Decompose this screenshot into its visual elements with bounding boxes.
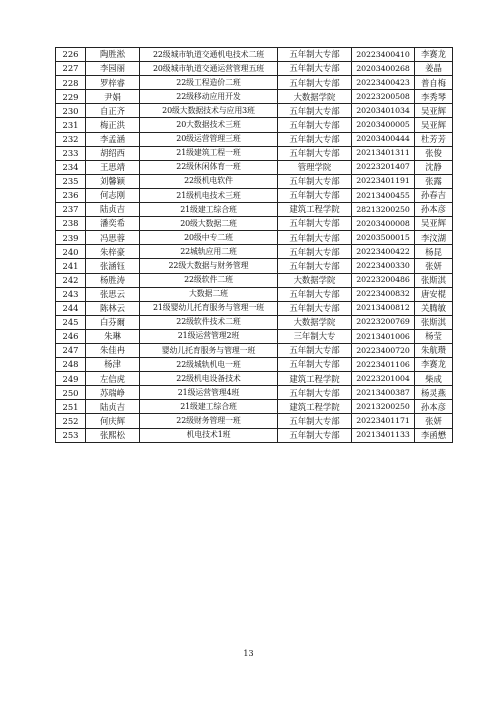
teacher-name-cell: 朱航瓒 <box>415 343 453 357</box>
department-cell: 建筑工程学院 <box>278 400 352 414</box>
class-name-cell: 22级大数据与财务管理 <box>140 259 278 273</box>
table-row <box>56 287 453 301</box>
teacher-name-cell: 柴成 <box>415 372 453 386</box>
student-id-cell: 20223400720 <box>352 343 415 357</box>
table-row <box>56 273 453 287</box>
table-row <box>56 315 453 329</box>
row-index-cell: 240 <box>56 245 86 259</box>
student-id-cell: 20223400410 <box>352 48 415 62</box>
table-row <box>56 62 453 76</box>
row-index-cell: 232 <box>56 132 86 146</box>
department-cell: 大数据学院 <box>278 90 352 104</box>
student-id-cell: 20213401133 <box>352 428 415 442</box>
class-name-cell: 机电技术1班 <box>140 428 278 442</box>
student-id-cell: 20223200486 <box>352 273 415 287</box>
table-row <box>56 329 453 343</box>
class-name-cell: 21级建筑工程一班 <box>140 146 278 160</box>
teacher-name-cell: 沈静 <box>415 160 453 174</box>
student-name-cell: 张思云 <box>86 287 140 301</box>
department-cell: 建筑工程学院 <box>278 203 352 217</box>
class-name-cell: 22级软件技术二班 <box>140 315 278 329</box>
student-name-cell: 朱琳 <box>86 329 140 343</box>
department-cell: 五年制大专部 <box>278 231 352 245</box>
class-name-cell: 21级婴幼儿托育服务与管理一班 <box>140 301 278 315</box>
student-name-cell: 王思靖 <box>86 160 140 174</box>
student-id-cell: 20213400387 <box>352 386 415 400</box>
roster-body <box>56 48 453 443</box>
teacher-name-cell: 关腾敏 <box>415 301 453 315</box>
department-cell: 五年制大专部 <box>278 62 352 76</box>
student-name-cell: 白芬爾 <box>86 315 140 329</box>
class-name-cell: 20级中专二班 <box>140 231 278 245</box>
department-cell: 五年制大专部 <box>278 188 352 202</box>
student-name-cell: 杨津 <box>86 358 140 372</box>
row-index-cell: 226 <box>56 48 86 62</box>
row-index-cell: 244 <box>56 301 86 315</box>
table-row <box>56 160 453 174</box>
department-cell: 五年制大专部 <box>278 287 352 301</box>
department-cell: 五年制大专部 <box>278 386 352 400</box>
student-id-cell: 20213401311 <box>352 146 415 160</box>
student-id-cell: 20223401106 <box>352 358 415 372</box>
student-id-cell: 20203500015 <box>352 231 415 245</box>
department-cell: 五年制大专部 <box>278 428 352 442</box>
row-index-cell: 236 <box>56 188 86 202</box>
student-name-cell: 李园丽 <box>86 62 140 76</box>
table-row <box>56 245 453 259</box>
class-name-cell: 21级运营管理2班 <box>140 329 278 343</box>
table-row <box>56 428 453 442</box>
department-cell: 五年制大专部 <box>278 343 352 357</box>
department-cell: 五年制大专部 <box>278 245 352 259</box>
table-row <box>56 188 453 202</box>
student-name-cell: 张涵钰 <box>86 259 140 273</box>
teacher-name-cell: 李赛龙 <box>415 358 453 372</box>
table-row <box>56 118 453 132</box>
teacher-name-cell: 张妍 <box>415 414 453 428</box>
teacher-name-cell: 孙春吉 <box>415 188 453 202</box>
class-name-cell: 22级机电设备技术 <box>140 372 278 386</box>
department-cell: 五年制大专部 <box>278 48 352 62</box>
class-name-cell: 21级机电技术三班 <box>140 188 278 202</box>
row-index-cell: 252 <box>56 414 86 428</box>
student-name-cell: 尹娟 <box>86 90 140 104</box>
teacher-name-cell: 李函懋 <box>415 428 453 442</box>
teacher-name-cell: 杨灵燕 <box>415 386 453 400</box>
student-name-cell: 杨胜涛 <box>86 273 140 287</box>
student-name-cell: 陆贞吉 <box>86 400 140 414</box>
student-id-cell: 20203400008 <box>352 217 415 231</box>
student-name-cell: 陆贞吉 <box>86 203 140 217</box>
department-cell: 大数据学院 <box>278 315 352 329</box>
teacher-name-cell: 吴亚辉 <box>415 217 453 231</box>
table-row <box>56 132 453 146</box>
row-index-cell: 233 <box>56 146 86 160</box>
student-name-cell: 何庆辉 <box>86 414 140 428</box>
department-cell: 五年制大专部 <box>278 301 352 315</box>
teacher-name-cell: 张俊 <box>415 146 453 160</box>
student-roster-table <box>55 47 453 443</box>
student-name-cell: 李孟涵 <box>86 132 140 146</box>
department-cell: 五年制大专部 <box>278 104 352 118</box>
student-id-cell: 20223401191 <box>352 174 415 188</box>
row-index-cell: 245 <box>56 315 86 329</box>
teacher-name-cell: 李汶湖 <box>415 231 453 245</box>
student-id-cell: 20213401006 <box>352 329 415 343</box>
student-id-cell: 20213200250 <box>352 400 415 414</box>
student-name-cell: 冯思蓉 <box>86 231 140 245</box>
teacher-name-cell: 杨莹 <box>415 329 453 343</box>
table-row <box>56 76 453 90</box>
class-name-cell: 22级城市轨道交通机电技术二班 <box>140 48 278 62</box>
class-name-cell: 22级财务管理一班 <box>140 414 278 428</box>
teacher-name-cell: 张妍 <box>415 259 453 273</box>
row-index-cell: 230 <box>56 104 86 118</box>
class-name-cell: 大数据二班 <box>140 287 278 301</box>
student-id-cell: 20223400832 <box>352 287 415 301</box>
student-name-cell: 何志刚 <box>86 188 140 202</box>
student-id-cell: 20203401034 <box>352 104 415 118</box>
student-name-cell: 朱佳冉 <box>86 343 140 357</box>
row-index-cell: 227 <box>56 62 86 76</box>
department-cell: 五年制大专部 <box>278 132 352 146</box>
class-name-cell: 20级城市轨道交通运营管理五班 <box>140 62 278 76</box>
teacher-name-cell: 吴亚辉 <box>415 104 453 118</box>
table-row <box>56 48 453 62</box>
student-id-cell: 20223200769 <box>352 315 415 329</box>
row-index-cell: 234 <box>56 160 86 174</box>
student-id-cell: 20223400330 <box>352 259 415 273</box>
class-name-cell: 21级建工综合班 <box>140 400 278 414</box>
row-index-cell: 238 <box>56 217 86 231</box>
department-cell: 五年制大专部 <box>278 259 352 273</box>
student-name-cell: 陶胜淞 <box>86 48 140 62</box>
table-row <box>56 146 453 160</box>
department-cell: 管理学院 <box>278 160 352 174</box>
table-row <box>56 400 453 414</box>
teacher-name-cell: 孙本彦 <box>415 203 453 217</box>
department-cell: 建筑工程学院 <box>278 372 352 386</box>
class-name-cell: 21级建工综合班 <box>140 203 278 217</box>
teacher-name-cell: 杜芳芳 <box>415 132 453 146</box>
table-row <box>56 301 453 315</box>
teacher-name-cell: 唐安棍 <box>415 287 453 301</box>
row-index-cell: 229 <box>56 90 86 104</box>
department-cell: 五年制大专部 <box>278 76 352 90</box>
student-name-cell: 陈林云 <box>86 301 140 315</box>
row-index-cell: 246 <box>56 329 86 343</box>
student-name-cell: 梅正洪 <box>86 118 140 132</box>
student-id-cell: 20203400444 <box>352 132 415 146</box>
class-name-cell: 20级大数据二班 <box>140 217 278 231</box>
department-cell: 五年制大专部 <box>278 118 352 132</box>
department-cell: 五年制大专部 <box>278 414 352 428</box>
class-name-cell: 20级运营管理三班 <box>140 132 278 146</box>
table-row <box>56 358 453 372</box>
student-id-cell: 20203400268 <box>352 62 415 76</box>
class-name-cell: 20大数据技术三班 <box>140 118 278 132</box>
student-name-cell: 朱梓豪 <box>86 245 140 259</box>
class-name-cell: 20级大数据技术与应用3班 <box>140 104 278 118</box>
row-index-cell: 249 <box>56 372 86 386</box>
row-index-cell: 241 <box>56 259 86 273</box>
student-name-cell: 潘奕希 <box>86 217 140 231</box>
row-index-cell: 237 <box>56 203 86 217</box>
teacher-name-cell: 张斯淇 <box>415 315 453 329</box>
table-row <box>56 90 453 104</box>
teacher-name-cell: 吴亚辉 <box>415 118 453 132</box>
table-row <box>56 259 453 273</box>
student-name-cell: 罗梓睿 <box>86 76 140 90</box>
row-index-cell: 250 <box>56 386 86 400</box>
department-cell: 三年制大专 <box>278 329 352 343</box>
student-name-cell: 左信虎 <box>86 372 140 386</box>
table-row <box>56 217 453 231</box>
teacher-name-cell: 杨昆 <box>415 245 453 259</box>
department-cell: 大数据学院 <box>278 273 352 287</box>
teacher-name-cell: 张斯淇 <box>415 273 453 287</box>
row-index-cell: 239 <box>56 231 86 245</box>
row-index-cell: 253 <box>56 428 86 442</box>
table-row <box>56 386 453 400</box>
table-row <box>56 104 453 118</box>
student-name-cell: 胡绍西 <box>86 146 140 160</box>
student-id-cell: 20213400812 <box>352 301 415 315</box>
row-index-cell: 247 <box>56 343 86 357</box>
teacher-name-cell: 张露 <box>415 174 453 188</box>
row-index-cell: 248 <box>56 358 86 372</box>
class-name-cell: 22级休闲体育一班 <box>140 160 278 174</box>
student-name-cell: 刘馨颖 <box>86 174 140 188</box>
table-row <box>56 203 453 217</box>
page-number: 13 <box>243 649 254 658</box>
teacher-name-cell: 孙本彦 <box>415 400 453 414</box>
class-name-cell: 22级城轨机电一班 <box>140 358 278 372</box>
teacher-name-cell: 姜晶 <box>415 62 453 76</box>
department-cell: 五年制大专部 <box>278 358 352 372</box>
student-id-cell: 20223201004 <box>352 372 415 386</box>
student-name-cell: 自正齐 <box>86 104 140 118</box>
row-index-cell: 231 <box>56 118 86 132</box>
student-id-cell: 28213200250 <box>352 203 415 217</box>
row-index-cell: 251 <box>56 400 86 414</box>
class-name-cell: 22级移动应用开发 <box>140 90 278 104</box>
department-cell: 五年制大专部 <box>278 217 352 231</box>
class-name-cell: 婴幼儿托育服务与管理一班 <box>140 343 278 357</box>
student-name-cell: 苏瑞峥 <box>86 386 140 400</box>
student-id-cell: 20223400423 <box>352 76 415 90</box>
teacher-name-cell: 李赛龙 <box>415 48 453 62</box>
student-id-cell: 20223200508 <box>352 90 415 104</box>
teacher-name-cell: 普自梅 <box>415 76 453 90</box>
teacher-name-cell: 李秀琴 <box>415 90 453 104</box>
student-id-cell: 20223401171 <box>352 414 415 428</box>
department-cell: 五年制大专部 <box>278 174 352 188</box>
student-name-cell: 张熙松 <box>86 428 140 442</box>
class-name-cell: 21级运营管理4班 <box>140 386 278 400</box>
table-row <box>56 372 453 386</box>
department-cell: 五年制大专部 <box>278 146 352 160</box>
table-row <box>56 174 453 188</box>
class-name-cell: 22城轨应用二班 <box>140 245 278 259</box>
student-id-cell: 20223400422 <box>352 245 415 259</box>
student-id-cell: 20213400455 <box>352 188 415 202</box>
student-id-cell: 20223201407 <box>352 160 415 174</box>
row-index-cell: 228 <box>56 76 86 90</box>
table-row <box>56 343 453 357</box>
student-id-cell: 20203400005 <box>352 118 415 132</box>
class-name-cell: 22级机电软件 <box>140 174 278 188</box>
table-row <box>56 414 453 428</box>
row-index-cell: 235 <box>56 174 86 188</box>
class-name-cell: 22级工程造价二班 <box>140 76 278 90</box>
row-index-cell: 242 <box>56 273 86 287</box>
class-name-cell: 22级软件二班 <box>140 273 278 287</box>
row-index-cell: 243 <box>56 287 86 301</box>
table-row <box>56 231 453 245</box>
